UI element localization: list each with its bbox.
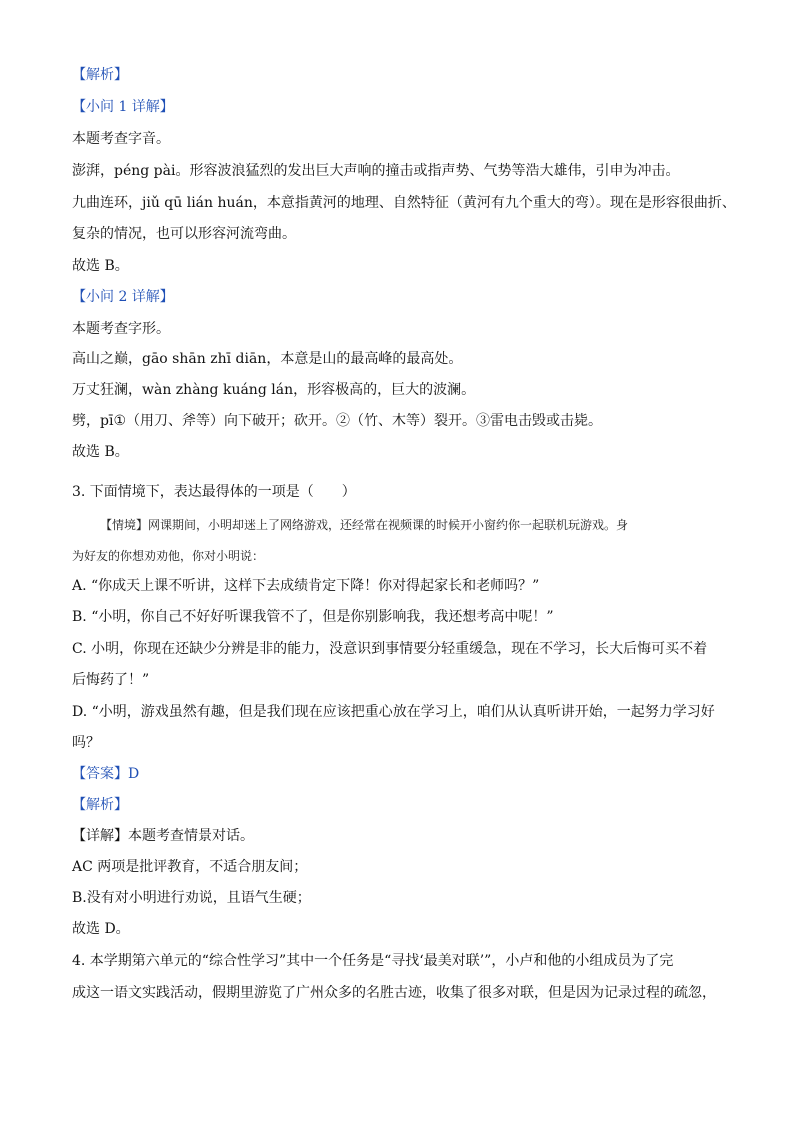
option-d-continued: 吗？: [72, 735, 100, 751]
subquestion-2-heading: 【小问 2 详解】: [72, 289, 174, 305]
paragraph: 【详解】本题考查情景对话。: [72, 828, 254, 844]
paragraph: B.没有对小明进行劝说，且语气生硬；: [72, 890, 311, 906]
scenario-text: 为好友的你想劝劝他，你对小明说：: [72, 549, 265, 563]
analysis-heading: 【解析】: [72, 797, 128, 813]
paragraph: 九曲连环，jiǔ qū lián huán，本意指黄河的地理、自然特征（黄河有九个重大的弯）。现在是形容很曲折、: [72, 195, 736, 211]
question-4-continued: 成这一语文实践活动，假期里游览了广州众多的名胜古迹，收集了很多对联，但是因为记录过程的疏忽，: [72, 985, 716, 1001]
subquestion-1-heading: 【小问 1 详解】: [72, 99, 174, 115]
paragraph: 万丈狂澜，wàn zhàng kuáng lán，形容极高的，巨大的波澜。: [72, 382, 476, 398]
paragraph: 劈，pī①（用刀、斧等）向下破开；砍开。②（竹、木等）裂开。③雷电击毁或击毙。: [72, 413, 602, 429]
paragraph: AC 两项是批评教育，不适合朋友间；: [72, 859, 308, 875]
question-3-stem: 3. 下面情境下，表达最得体的一项是（ ）: [72, 484, 356, 500]
paragraph: 故选 D。: [72, 921, 130, 937]
question-4-stem: 4. 本学期第六单元的“综合性学习”其中一个任务是“寻找‘最美对联’”，小卢和他的小组成员为了完: [72, 953, 674, 969]
option-c-continued: 后悔药了！”: [72, 672, 150, 688]
answer-label: 【答案】D: [72, 766, 140, 782]
paragraph: 本题考查字形。: [72, 321, 170, 337]
paragraph: 复杂的情况，也可以形容河流弯曲。: [72, 226, 296, 242]
option-a: A. “你成天上课不听讲，这样下去成绩肯定下降！你对得起家长和老师吗？”: [72, 578, 540, 594]
paragraph: 澎湃，péng pài。形容波浪猛烈的发出巨大声响的撞击或指声势、气势等浩大雄伟，引申为冲击。: [72, 163, 680, 179]
paragraph: 本题考查字音。: [72, 131, 170, 147]
analysis-heading: 【解析】: [72, 67, 128, 83]
paragraph: 故选 B。: [72, 258, 129, 274]
paragraph: 高山之巅，gāo shān zhī diān，本意是山的最高峰的最高处。: [72, 351, 463, 367]
option-c: C. 小明，你现在还缺少分辨是非的能力，没意识到事情要分轻重缓急，现在不学习，长大后悔可买不着: [72, 641, 708, 657]
option-d: D. “小明，游戏虽然有趣，但是我们现在应该把重心放在学习上，咱们从认真听讲开始，一起努力学习好: [72, 704, 715, 720]
paragraph: 故选 B。: [72, 444, 129, 460]
option-b: B. “小明，你自己不好好听课我管不了，但是你别影响我，我还想考高中呢！”: [72, 609, 554, 625]
scenario-text: 【情境】网课期间，小明却迷上了网络游戏，还经常在视频课的时候开小窗约你一起联机玩游戏。身: [100, 518, 629, 532]
